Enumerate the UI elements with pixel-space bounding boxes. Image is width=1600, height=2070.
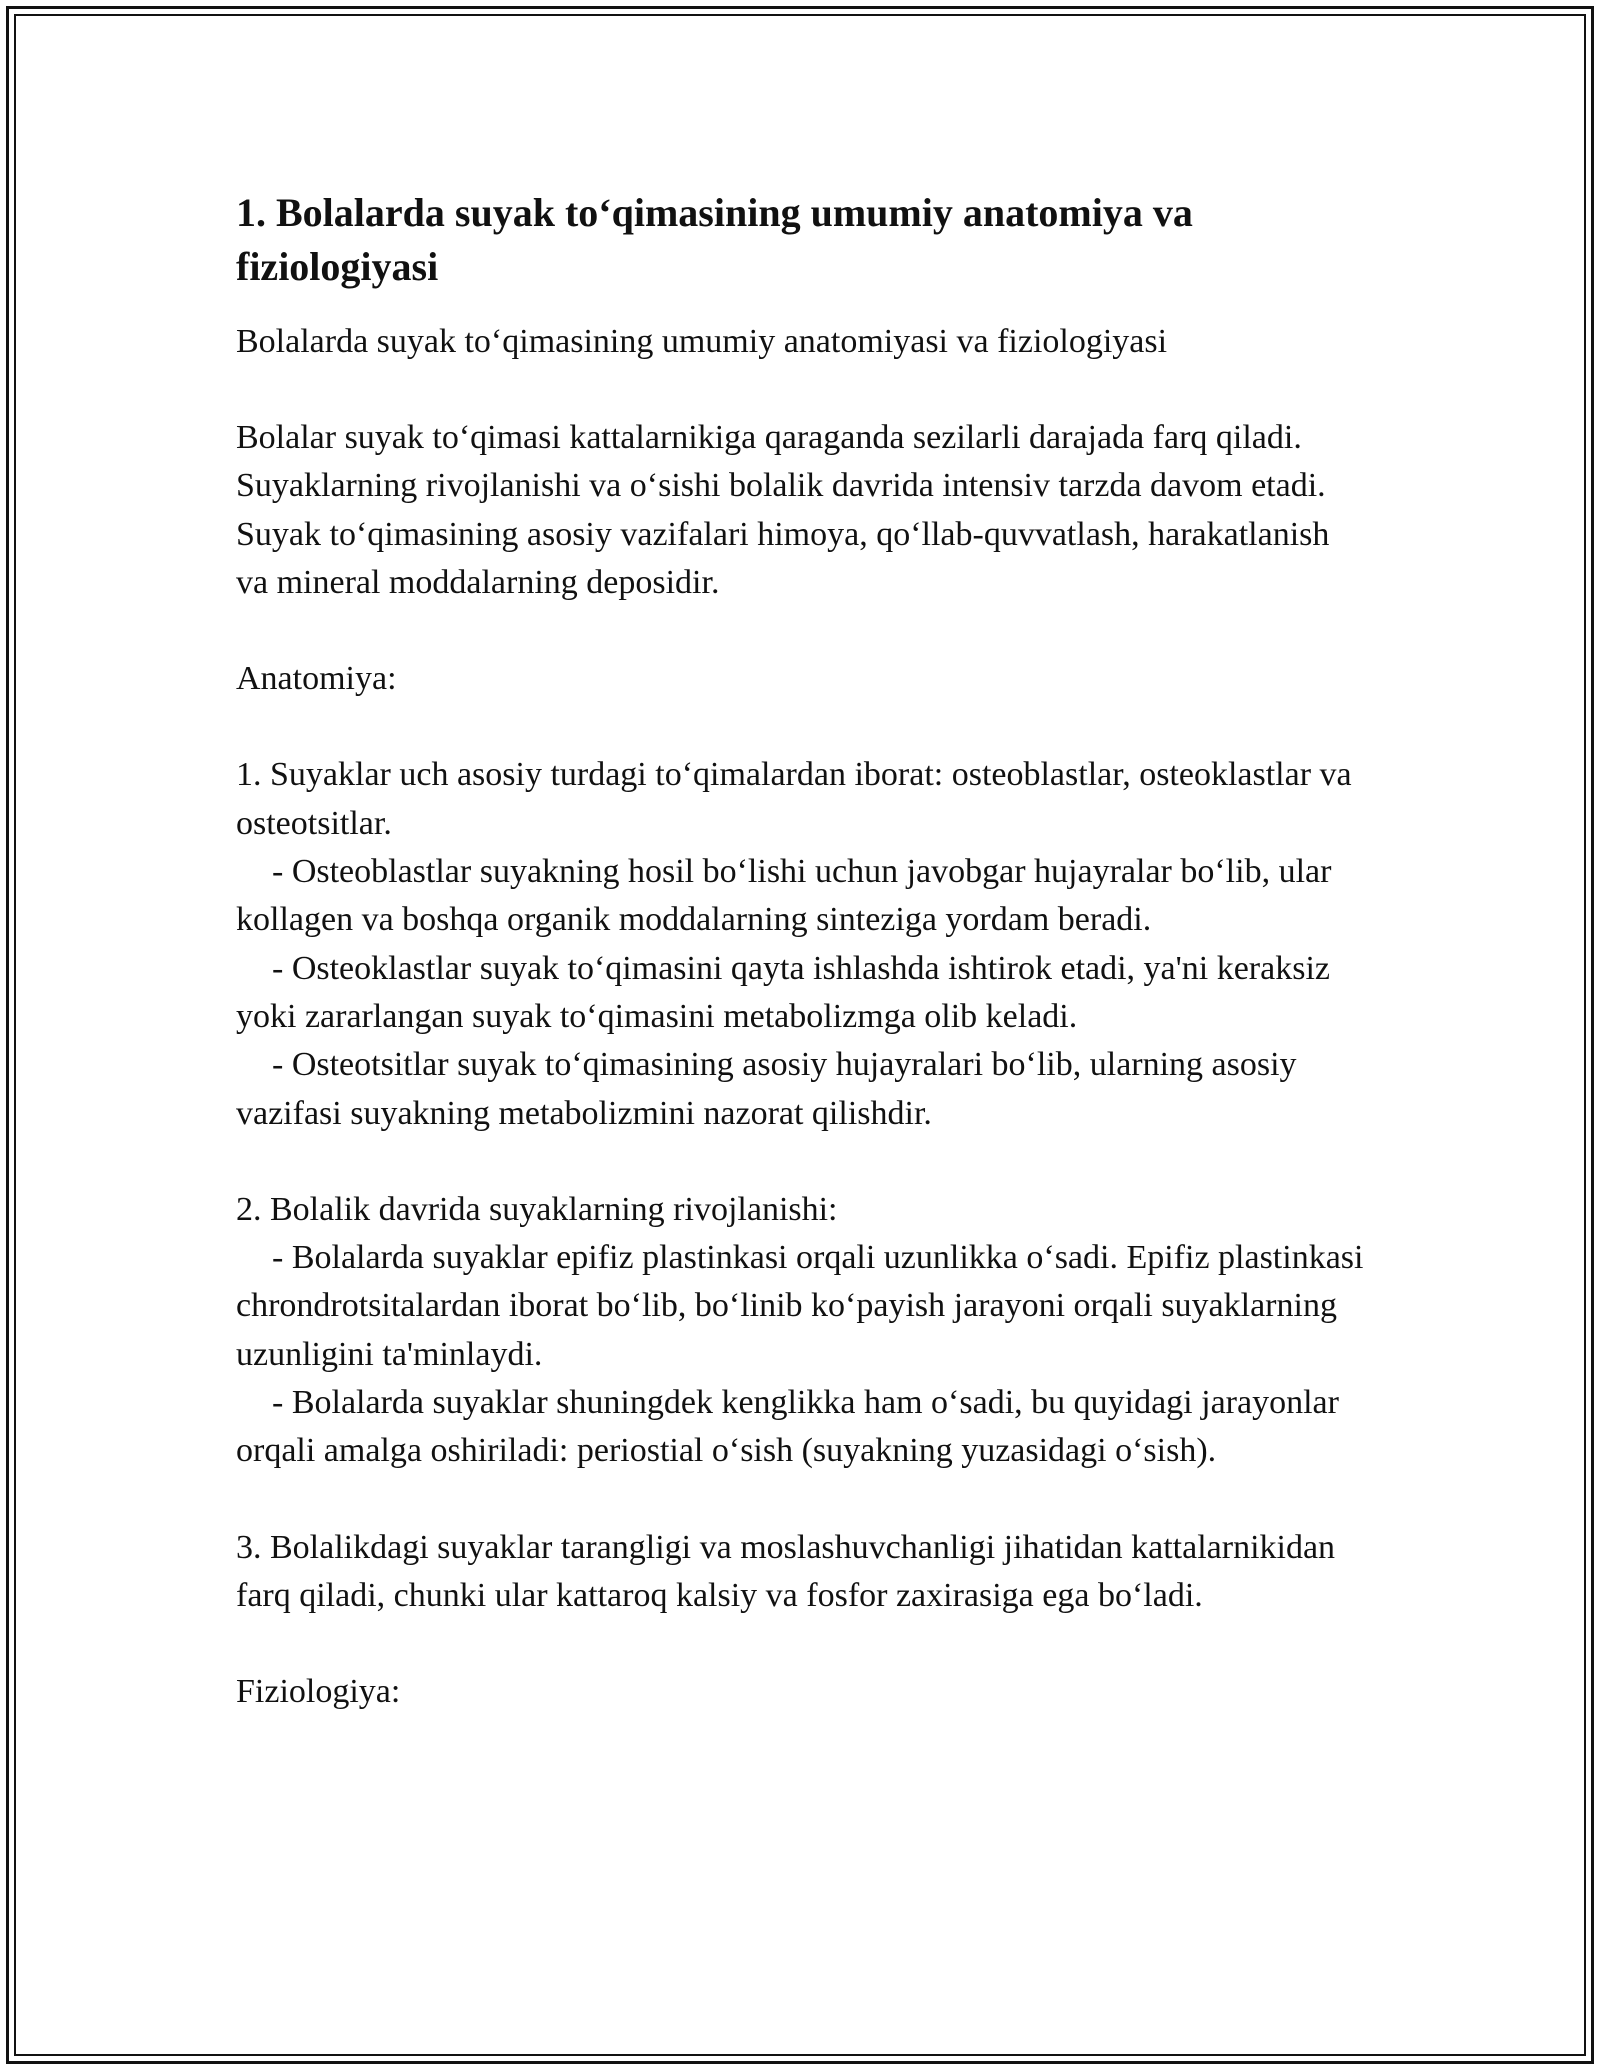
anatomy-point-3: 3. Bolalikdagi suyaklar tarangligi va moslashuvchanligi jihatidan kattalarnikidan farq qiladi, chunki ular kattaroq kalsiy va fosfor zaxirasiga ega bo‘ladi. — [236, 1528, 1344, 1614]
blank-line — [236, 703, 1366, 751]
list-item-width-growth: - Bolalarda suyaklar shuningdek kenglikka ham o‘sadi, bu quyidagi jarayonlar orqali amalga oshiriladi: periostial o‘sish (suyakning yuzasidagi o‘sish). — [236, 1384, 1348, 1470]
physiology-heading: Fiziologiya: — [236, 1673, 401, 1711]
document-title: 1. Bolalarda suyak to‘qimasining umumiy anatomiya va fiziologiyasi — [236, 190, 1193, 289]
intro-paragraph: Bolalar suyak to‘qimasi kattalarnikiga qaraganda sezilarli darajada farq qiladi. Suyaklarning rivojlanishi va o‘sishi bolalik davrida intensiv tarzda davom etadi. Suyak to‘qimasining asosiy vazifalari himoya, qo‘llab-quvvatlash, harakatlanish va mineral moddalarning deposidir. — [236, 419, 1338, 601]
document-body — [236, 186, 1372, 1717]
anatomy-point-1: 1. Suyaklar uch asosiy turdagi to‘qimalardan iborat: osteoblastlar, osteoklastlar va osteotsitlar. — [236, 756, 1361, 842]
anatomy-point-2: 2. Bolalik davrida suyaklarning rivojlanishi: — [236, 1190, 838, 1228]
blank-line — [236, 607, 1366, 655]
list-item-osteoclasts: - Osteoklastlar suyak to‘qimasini qayta ishlashda ishtirok etadi, ya'ni keraksiz yoki zararlangan suyak to‘qimasini metabolizmga olib keladi. — [236, 949, 1339, 1035]
blank-line — [236, 1138, 1366, 1186]
blank-line — [236, 1620, 1366, 1668]
document-subtitle: Bolalarda suyak to‘qimasining umumiy anatomiyasi va fiziologiyasi — [236, 323, 1168, 360]
anatomy-heading: Anatomiya: — [236, 660, 397, 698]
list-item-osteocytes: - Osteotsitlar suyak to‘qimasining asosiy hujayralari bo‘lib, ularning asosiy vazifasi suyakning metabolizmini nazorat qilishdir. — [236, 1046, 1306, 1132]
list-item-osteoblasts: - Osteoblastlar suyakning hosil bo‘lishi uchun javobgar hujayralar bo‘lib, ular kollagen va boshqa organik moddalarning sinteziga yordam beradi. — [236, 853, 1340, 939]
list-item-epiphyseal-growth: - Bolalarda suyaklar epifiz plastinkasi orqali uzunlikka o‘sadi. Epifiz plastinkasi chrondrotsitalardan iborat bo‘lib, bo‘linib ko‘payish jarayoni orqali suyaklarning uzunligini ta'minlaydi. — [236, 1239, 1372, 1373]
blank-line — [236, 1476, 1366, 1524]
blank-line — [236, 366, 1366, 414]
